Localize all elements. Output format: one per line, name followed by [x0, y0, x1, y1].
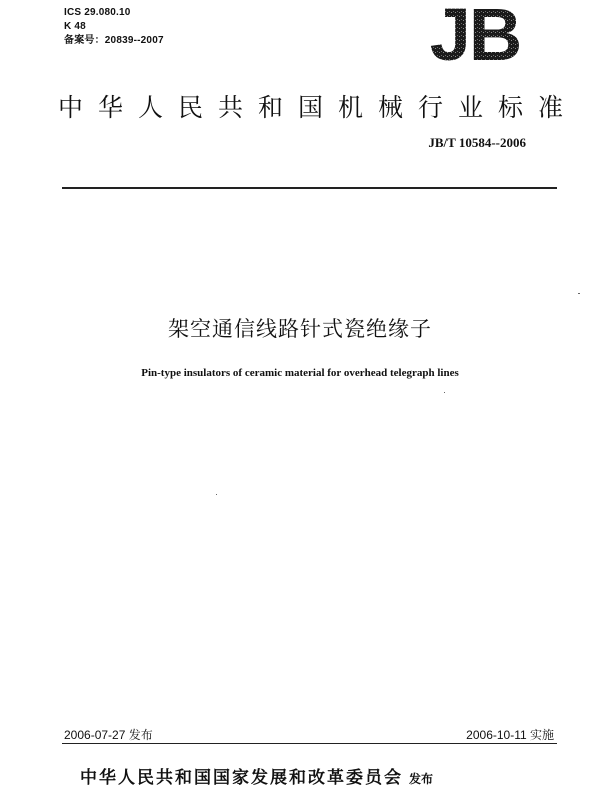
publisher-name: 中华人民共和国国家发展和改革委员会: [80, 768, 403, 788]
scan-speck: [216, 494, 217, 495]
jb-logo: [412, 2, 538, 64]
implementation-date: 2006-10-11 实施: [466, 728, 554, 742]
class-code: K 48: [64, 21, 86, 32]
top-divider: [62, 187, 557, 189]
scan-speck: [578, 293, 580, 294]
ics-code: ICS 29.080.10: [64, 7, 131, 18]
standard-code: JB/T 10584--2006: [428, 135, 526, 150]
document-title-english: Pin-type insulators of ceramic material for overhead telegraph lines: [141, 367, 459, 379]
standard-category-title: 中华人民共和国机械行业标准: [58, 93, 579, 122]
scan-speck: [444, 392, 445, 393]
registration-number: 备案号：20839--2007: [64, 35, 164, 46]
classification-info: [64, 6, 164, 48]
document-title-chinese: 架空通信线路针式瓷绝缘子: [168, 317, 432, 341]
logo-text: JB: [429, 2, 521, 64]
issue-date: 2006-07-27 发布: [64, 728, 153, 742]
publisher-suffix: 发布: [409, 772, 434, 786]
publisher-line: [80, 763, 433, 788]
bottom-divider: [62, 743, 557, 744]
